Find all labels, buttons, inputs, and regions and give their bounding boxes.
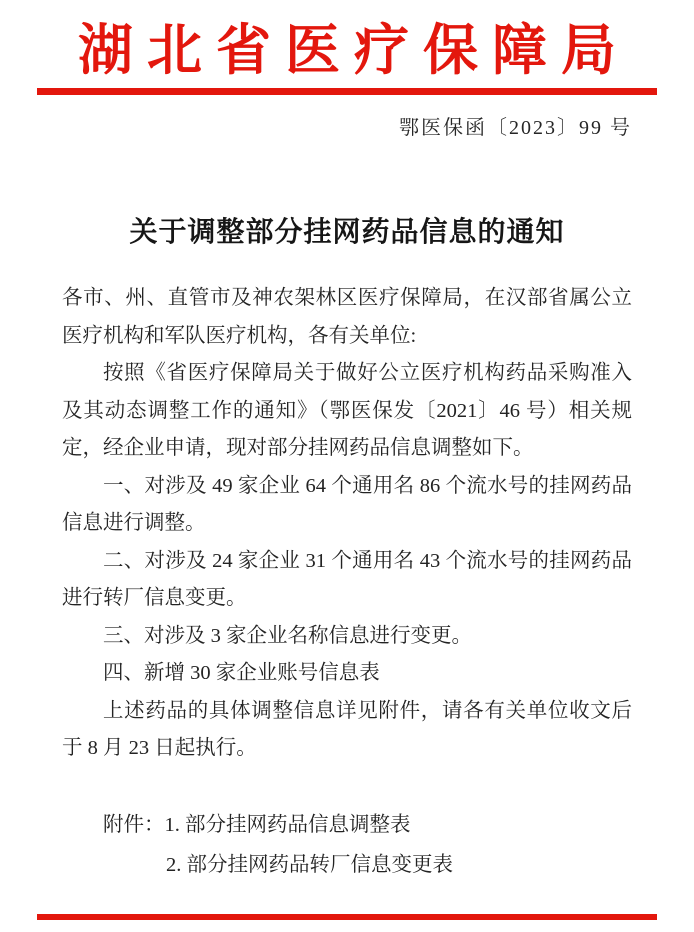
footer-double-rule bbox=[37, 914, 657, 920]
paragraph-item-1: 一、对涉及 49 家企业 64 个通用名 86 个流水号的挂网药品信息进行调整。 bbox=[62, 474, 632, 534]
recipients-line: 各市、州、直管市及神农架林区医疗保障局，在汉部省属公立医疗机构和军队医疗机构，各有关单位: bbox=[62, 287, 632, 347]
attachment-line bbox=[62, 805, 632, 845]
attachments-label: 附件： bbox=[103, 813, 165, 836]
notice-title: 关于调整部分挂网药品信息的通知 bbox=[129, 217, 565, 248]
attachments-block bbox=[62, 805, 632, 885]
document-number: 鄂医保函〔2023〕99 号 bbox=[399, 117, 632, 139]
paragraph-execution: 上述药品的具体调整信息详见附件，请各有关单位收文后于 8 月 23 日起执行。 bbox=[62, 699, 632, 759]
paragraph-item-3: 三、对涉及 3 家企业名称信息进行变更。 bbox=[103, 624, 472, 647]
attachment-item-2: 2. 部分挂网药品转厂信息变更表 bbox=[166, 853, 453, 876]
header-double-rule bbox=[37, 88, 657, 95]
agency-name: 湖北省医疗保障局 bbox=[77, 20, 630, 81]
letterhead bbox=[0, 0, 694, 82]
paragraph-basis: 按照《省医疗保障局关于做好公立医疗机构药品采购准入及其动态调整工作的通知》（鄂医保发〔2021〕46 号）相关规定，经企业申请，现对部分挂网药品信息调整如下。 bbox=[62, 362, 632, 459]
notice-body bbox=[62, 280, 632, 768]
paragraph-item-4: 四、新增 30 家企业账号信息表 bbox=[103, 662, 380, 684]
attachment-item-1: 1. 部分挂网药品信息调整表 bbox=[164, 813, 411, 836]
paragraph-item-2: 二、对涉及 24 家企业 31 个通用名 43 个流水号的挂网药品进行转厂信息变更。 bbox=[62, 549, 632, 609]
